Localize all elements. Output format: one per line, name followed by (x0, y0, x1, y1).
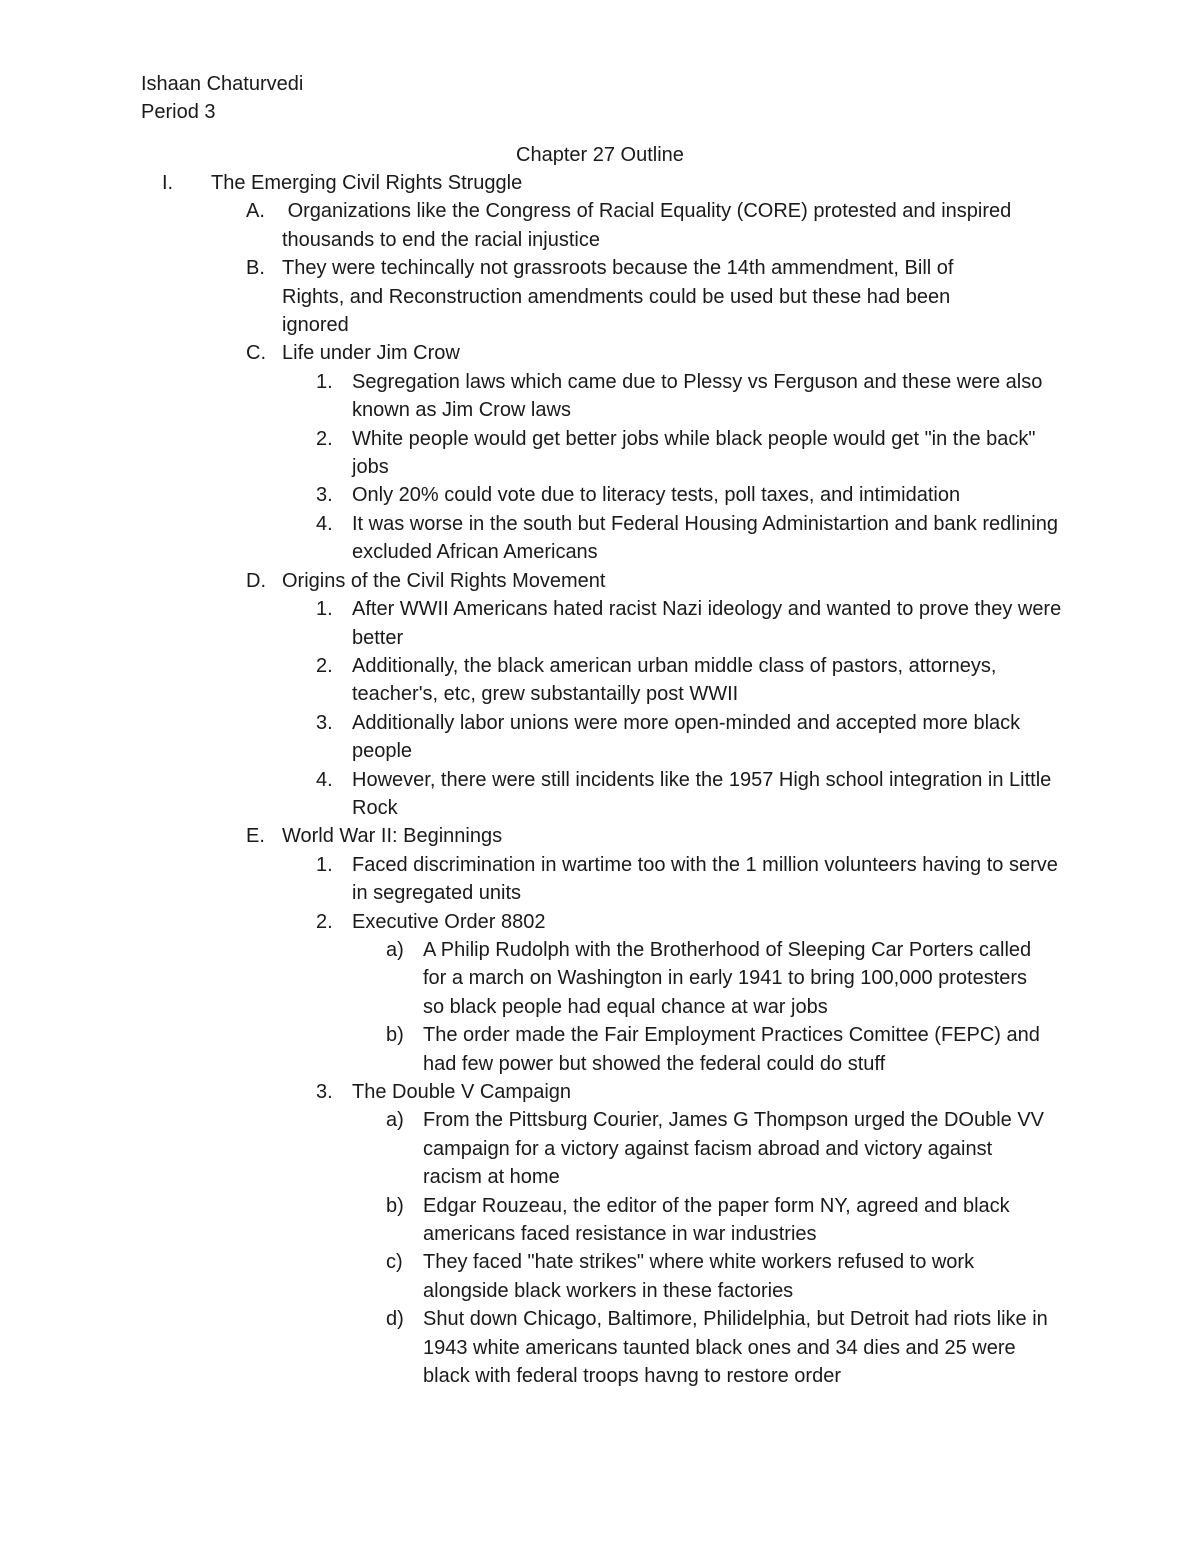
list-item (0, 368, 1200, 425)
list-item (0, 1078, 1200, 1106)
list-item (0, 652, 1200, 709)
list-marker: E. (246, 825, 265, 848)
list-marker: b) (386, 1024, 404, 1047)
list-marker: A. (246, 200, 265, 223)
list-item-text: Organizations like the Congress of Racial Equality (CORE) protested and inspired thousands to end the racial injustice (282, 200, 1017, 251)
list-item-text: They faced "hate strikes" where white workers refused to work alongside black workers in these factories (423, 1251, 975, 1302)
sub-list-item (0, 1305, 1200, 1390)
list-item (0, 425, 1200, 482)
list-item-text: They were techincally not grassroots because the 14th ammendment, Bill of Rights, and Reconstruction amendments could be used but these had been ignored (282, 257, 954, 337)
list-item (0, 510, 1200, 567)
list-item-text: Additionally, the black american urban middle class of pastors, attorneys, teacher's, etc, grew substantailly post WWII (352, 654, 997, 706)
list-marker: 3. (316, 484, 333, 507)
class-period: Period 3 (141, 101, 216, 123)
list-item (0, 766, 1200, 823)
list-item-text: Executive Order 8802 (352, 910, 546, 933)
sub-list-item (0, 1192, 1200, 1249)
sub-list-item (0, 1248, 1200, 1305)
list-marker: 1. (316, 853, 333, 876)
list-marker: d) (386, 1308, 404, 1331)
outline-section-heading (0, 169, 1200, 197)
list-marker: c) (386, 1251, 403, 1274)
list-item-text: Origins of the Civil Rights Movement (282, 569, 606, 592)
list-item (0, 709, 1200, 766)
list-marker: a) (386, 1109, 404, 1132)
list-marker: 3. (316, 711, 333, 734)
list-item-text: The Emerging Civil Rights Struggle (211, 172, 523, 194)
list-marker: 2. (316, 654, 333, 677)
list-item-text: Faced discrimination in wartime too with the 1 million volunteers having to serve in segregated units (352, 853, 1058, 905)
list-item (0, 595, 1200, 652)
sub-list-item (0, 1106, 1200, 1191)
outline-item-a (0, 197, 1200, 254)
outline (0, 169, 1200, 1390)
list-marker: C. (246, 342, 266, 365)
list-marker: 4. (316, 512, 333, 535)
list-marker: a) (386, 938, 404, 961)
list-item-text: Only 20% could vote due to literacy tests, poll taxes, and intimidation (352, 484, 961, 507)
list-marker: 1. (316, 598, 333, 621)
list-item-text: However, there were still incidents like the 1957 High school integration in Little Rock (352, 768, 1052, 819)
list-item-text: The Double V Campaign (352, 1081, 572, 1103)
list-marker: 3. (316, 1081, 333, 1103)
list-marker: B. (246, 257, 265, 280)
list-item-text: From the Pittsburg Courier, James G Thompson urged the DOuble VV campaign for a victory against facism abroad and victory against racism at home (423, 1109, 1045, 1189)
sub-list-item (0, 936, 1200, 1021)
outline-item-c (0, 339, 1200, 367)
list-marker: 2. (316, 910, 333, 933)
list-item (0, 908, 1200, 936)
list-item-text: It was worse in the south but Federal Housing Administartion and bank redlining excluded African Americans (352, 512, 1058, 564)
list-item-text: After WWII Americans hated racist Nazi ideology and wanted to prove they were better (352, 598, 1062, 649)
page-title: Chapter 27 Outline (516, 144, 684, 166)
list-item-text: World War II: Beginnings (282, 825, 503, 848)
list-marker: I. (162, 172, 174, 194)
list-item-text: Edgar Rouzeau, the editor of the paper form NY, agreed and black americans faced resistance in war industries (423, 1194, 1010, 1246)
list-item-text: Life under Jim Crow (282, 342, 460, 365)
sub-list-item (0, 1021, 1200, 1078)
list-marker: 2. (316, 427, 333, 450)
list-item-text: The order made the Fair Employment Practices Comittee (FEPC) and had few power but showed the federal could do stuff (423, 1024, 1040, 1075)
list-marker: D. (246, 569, 266, 592)
outline-item-b (0, 254, 1200, 339)
outline-item-e (0, 822, 1200, 850)
list-item (0, 851, 1200, 908)
list-item-text: White people would get better jobs while black people would get "in the back" jobs (352, 427, 1036, 479)
list-item-text: Shut down Chicago, Baltimore, Philidelphia, but Detroit had riots like in 1943 white americans taunted black ones and 34 dies and 25 were black with federal troops havng to restore order (423, 1308, 1048, 1388)
list-marker: 4. (316, 768, 333, 791)
list-marker: b) (386, 1194, 404, 1217)
list-item-text: Segregation laws which came due to Plessy vs Ferguson and these were also known as Jim Crow laws (352, 370, 1043, 422)
list-marker: 1. (316, 370, 333, 393)
list-item (0, 481, 1200, 509)
list-item-text: Additionally labor unions were more open-minded and accepted more black people (352, 711, 1021, 763)
outline-item-d (0, 567, 1200, 595)
author-name: Ishaan Chaturvedi (141, 73, 304, 95)
list-item-text: A Philip Rudolph with the Brotherhood of Sleeping Car Porters called for a march on Washington in early 1941 to bring 100,000 protesters so black people had equal chance at war jobs (423, 938, 1032, 1018)
